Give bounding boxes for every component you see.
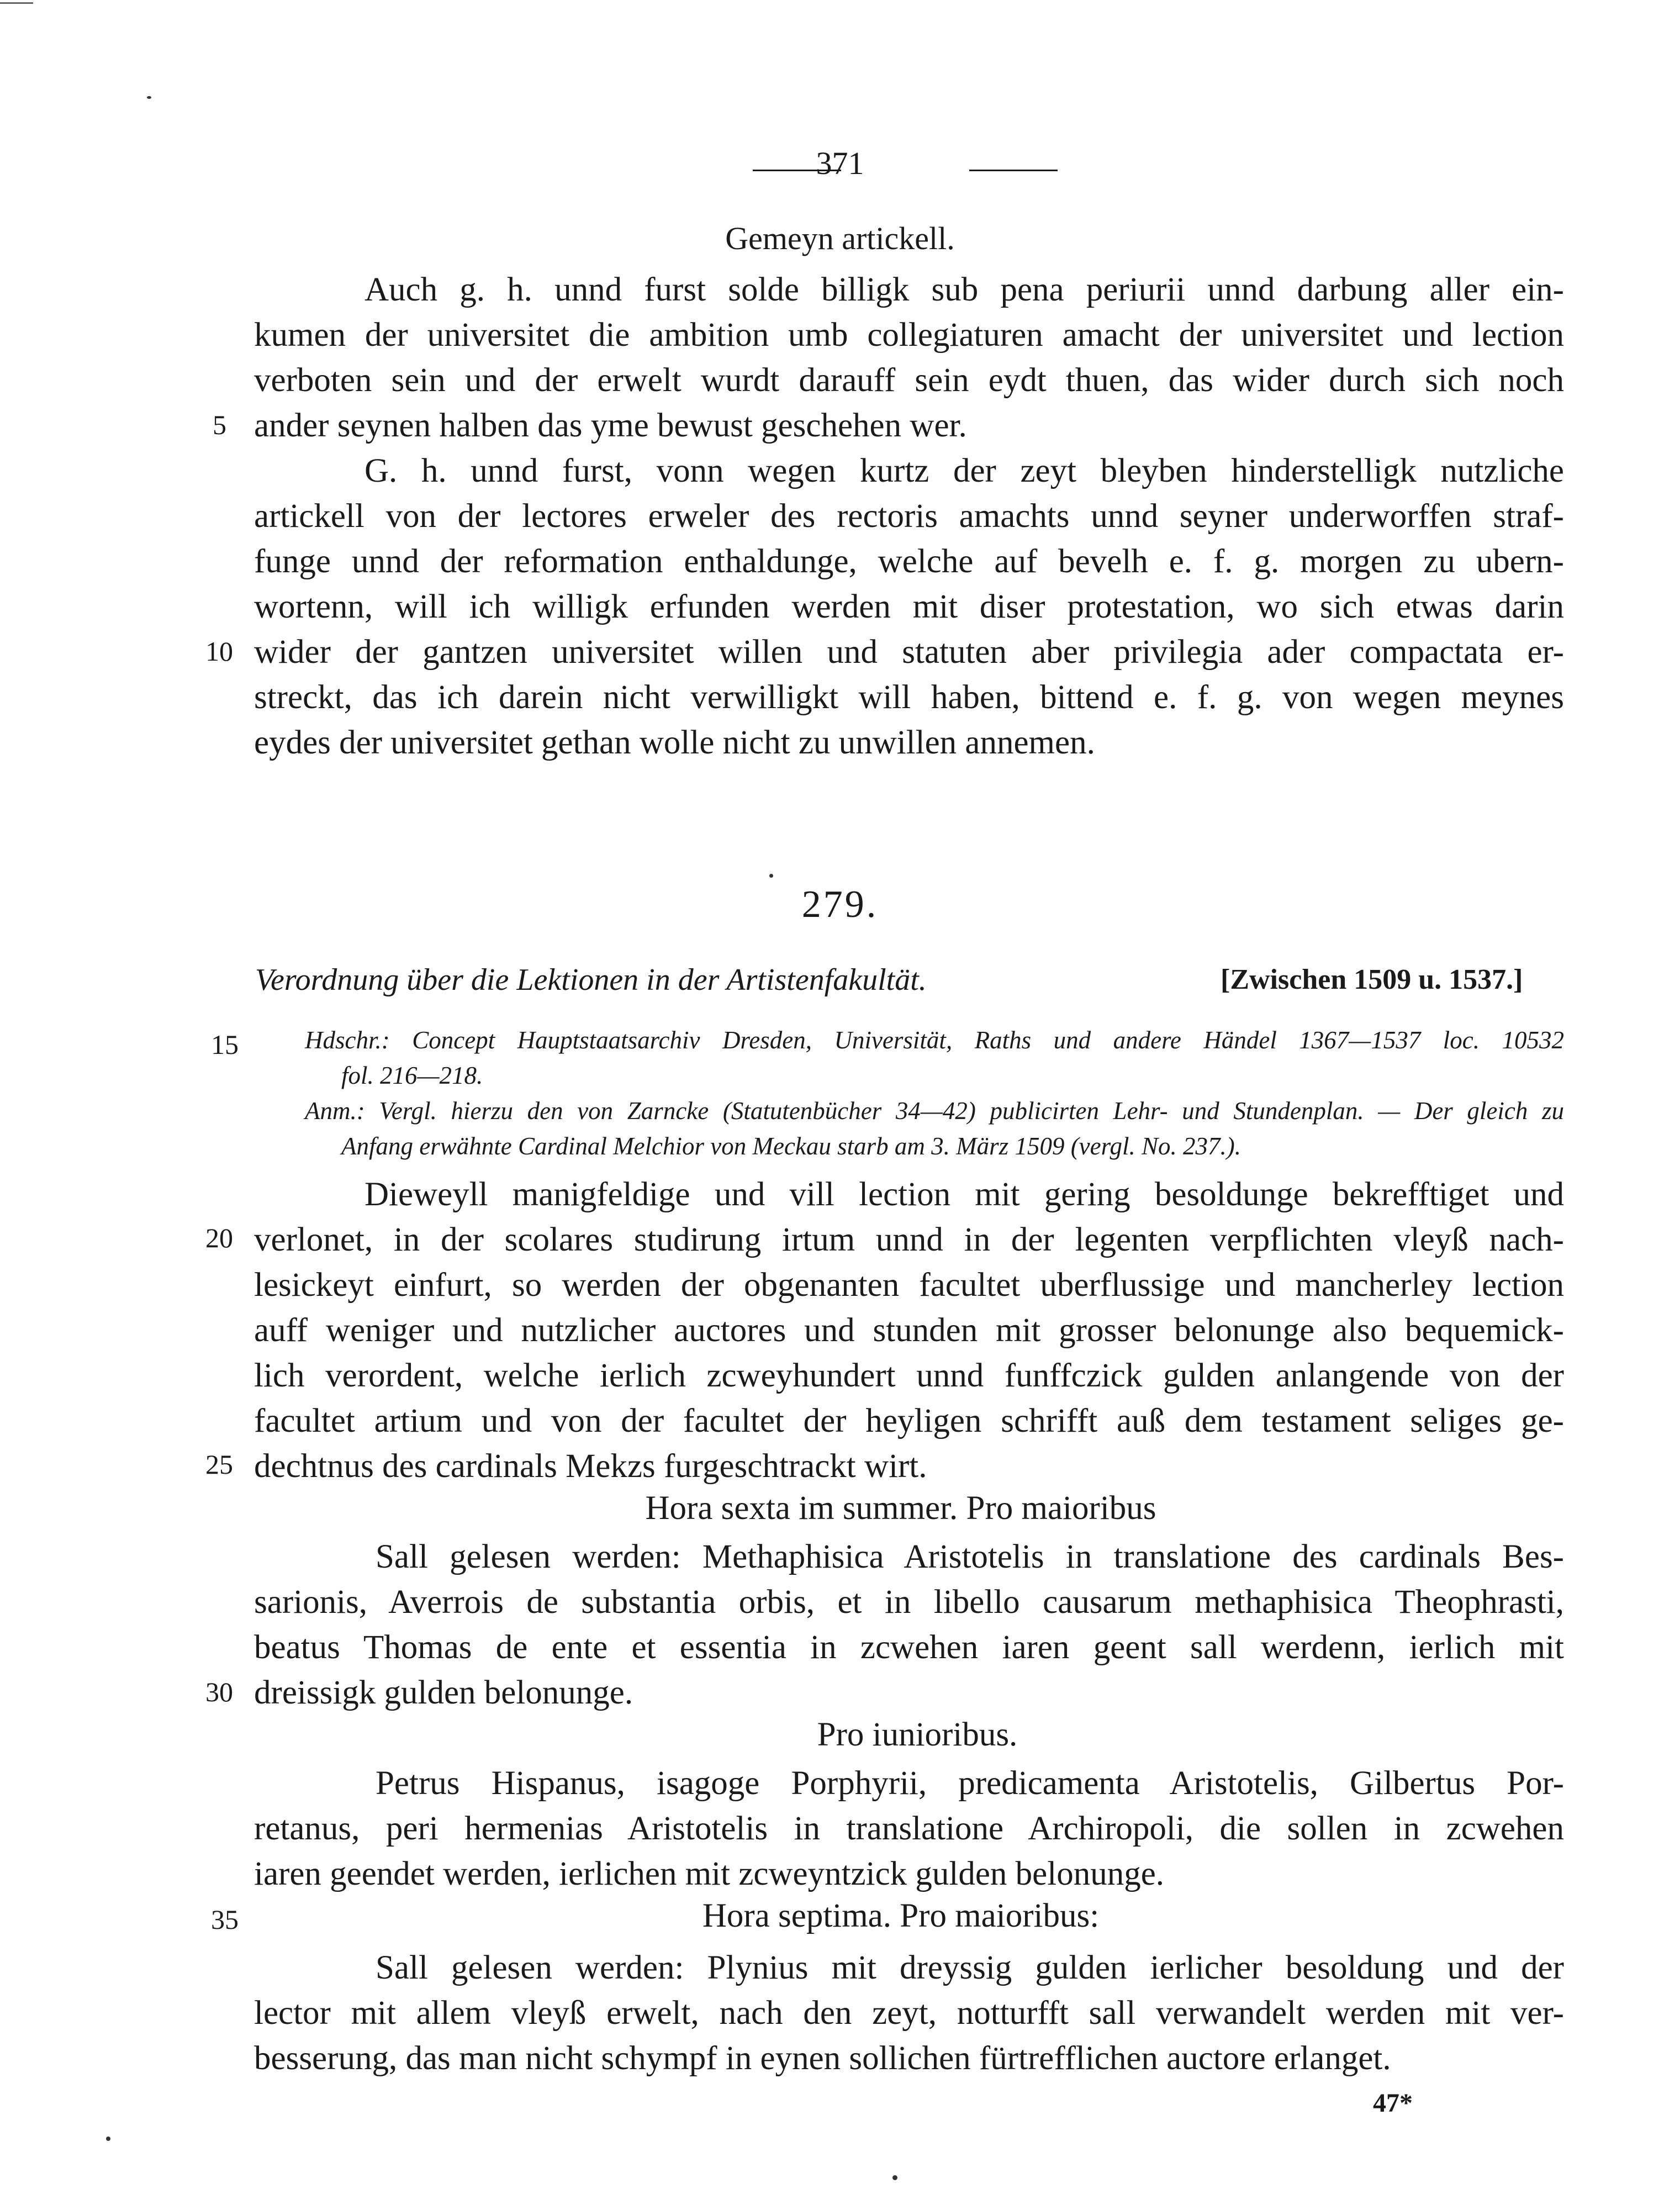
- text-line: funge unnd der reformation enthaldunge, welche auf bevelh e. f. g. morgen zu ubern-: [254, 543, 1564, 580]
- section-title: Gemeyn artickell.: [725, 220, 955, 256]
- text-line: artickell von der lectores erweler des rectoris amachts unnd seyner underworffen straf-: [254, 498, 1564, 535]
- text-line: verlonet, in der scolares studirung irtum unnd in der legenten verpflichten vleyß nach-: [254, 1221, 1564, 1258]
- note-line: Anfang erwähnte Cardinal Melchior von Meckau starb am 3. März 1509 (vergl. No. 237.).: [341, 1132, 1241, 1160]
- subheading: Hora septima. Pro maioribus:: [702, 1897, 1100, 1934]
- text-line: Sall gelesen werden: Plynius mit dreyssig gulden ierlicher besoldung und der: [376, 1949, 1564, 1986]
- text-line: kumen der universitet die ambition umb collegiaturen amacht der universitet und lection: [254, 317, 1564, 354]
- text-line: dechtnus des cardinals Mekzs furgeschtrackt wirt.: [254, 1448, 927, 1485]
- line-number: 30: [205, 1676, 233, 1707]
- source-line: fol. 216—218.: [341, 1062, 483, 1089]
- page-number: 371: [816, 145, 864, 181]
- text-line: lich verordent, welche ierlich zcweyhundert unnd funffczick gulden anlangende von der: [254, 1357, 1564, 1394]
- subheading: Hora sexta im summer. Pro maioribus: [645, 1490, 1156, 1527]
- text-line: sarionis, Averrois de substantia orbis, et in libello causarum methaphisica Theophrasti,: [254, 1584, 1564, 1621]
- subheading: Pro iunioribus.: [817, 1716, 1018, 1753]
- line-number: 35: [211, 1904, 239, 1935]
- source-line: Hdschr.: Concept Hauptstaatsarchiv Dresden, Universität, Raths und andere Händel 1367—1537 loc. 10532: [305, 1026, 1564, 1054]
- text-line: beatus Thomas de ente et essentia in zcwehen iaren geent sall werdenn, ierlich mit: [254, 1629, 1564, 1666]
- text-line: wider der gantzen universitet willen und statuten aber privilegia ader compactata er-: [254, 634, 1564, 671]
- text-line: lector mit allem vleyß erwelt, nach den zeyt, notturfft sall verwandelt werden mit ver-: [254, 1995, 1564, 2032]
- text-line: dreissigk gulden belonunge.: [254, 1674, 633, 1711]
- line-number: 15: [211, 1029, 239, 1060]
- text-line: retanus, peri hermenias Aristotelis in translatione Archiropoli, die sollen in zcwehen: [254, 1810, 1564, 1847]
- signature-mark: 47*: [1373, 2088, 1413, 2118]
- text-line: verboten sein und der erwelt wurdt darauff sein eydt thuen, das wider durch sich noch: [254, 362, 1564, 399]
- header-rule-right: [969, 170, 1058, 171]
- text-line: Petrus Hispanus, isagoge Porphyrii, predicamenta Aristotelis, Gilbertus Por-: [376, 1765, 1564, 1802]
- text-line: lesickeyt einfurt, so werden der obgenanten facultet uberflussige und mancherley lection: [254, 1267, 1564, 1304]
- line-number: 10: [205, 636, 233, 667]
- scan-speck: [769, 874, 773, 878]
- note-line: Anm.: Vergl. hierzu den von Zarncke (Statutenbücher 34—42) publicirten Lehr- und Stundenplan. — Der gleich zu: [305, 1097, 1564, 1125]
- text-line: Auch g. h. unnd furst solde billigk sub pena periurii unnd darbung aller ein-: [364, 271, 1564, 308]
- regest-title: Verordnung über die Lektionen in der Artistenfakultät.: [255, 963, 927, 997]
- text-line: ander seynen halben das yme bewust geschehen wer.: [254, 407, 967, 444]
- document-number: 279.: [801, 883, 879, 926]
- text-line: wortenn, will ich willigk erfunden werden mit diser protestation, wo sich etwas darin: [254, 588, 1564, 625]
- text-line: auff weniger und nutzlicher auctores und stunden mit grosser belonunge also bequemick-: [254, 1312, 1564, 1349]
- scan-speck: [106, 2137, 110, 2141]
- text-line: Dieweyll manigfeldige und vill lection mit gering besoldunge bekrefftiget und: [364, 1176, 1564, 1213]
- text-line: G. h. unnd furst, vonn wegen kurtz der zeyt bleyben hinderstelligk nutzliche: [364, 452, 1564, 489]
- line-number: 20: [205, 1222, 233, 1253]
- scan-speck: [0, 2, 33, 4]
- line-number: 25: [205, 1449, 233, 1480]
- scan-speck: [892, 2175, 897, 2180]
- text-line: streckt, das ich darein nicht verwilligkt will haben, bittend e. f. g. von wegen meynes: [254, 679, 1564, 716]
- text-line: iaren geendet werden, ierlichen mit zcweyntzick gulden belonunge.: [254, 1855, 1165, 1892]
- regest-date: [Zwischen 1509 u. 1537.]: [1221, 964, 1523, 995]
- scan-speck: [147, 96, 151, 99]
- line-number: 5: [213, 409, 226, 440]
- text-line: eydes der universitet gethan wolle nicht zu unwillen annemen.: [254, 724, 1095, 761]
- text-line: Sall gelesen werden: Methaphisica Aristotelis in translatione des cardinals Bes-: [376, 1538, 1564, 1575]
- text-line: besserung, das man nicht schympf in eynen sollichen fürtrefflichen auctore erlanget.: [254, 2040, 1391, 2077]
- text-line: facultet artium und von der facultet der heyligen schrifft auß dem testament seliges ge-: [254, 1402, 1564, 1439]
